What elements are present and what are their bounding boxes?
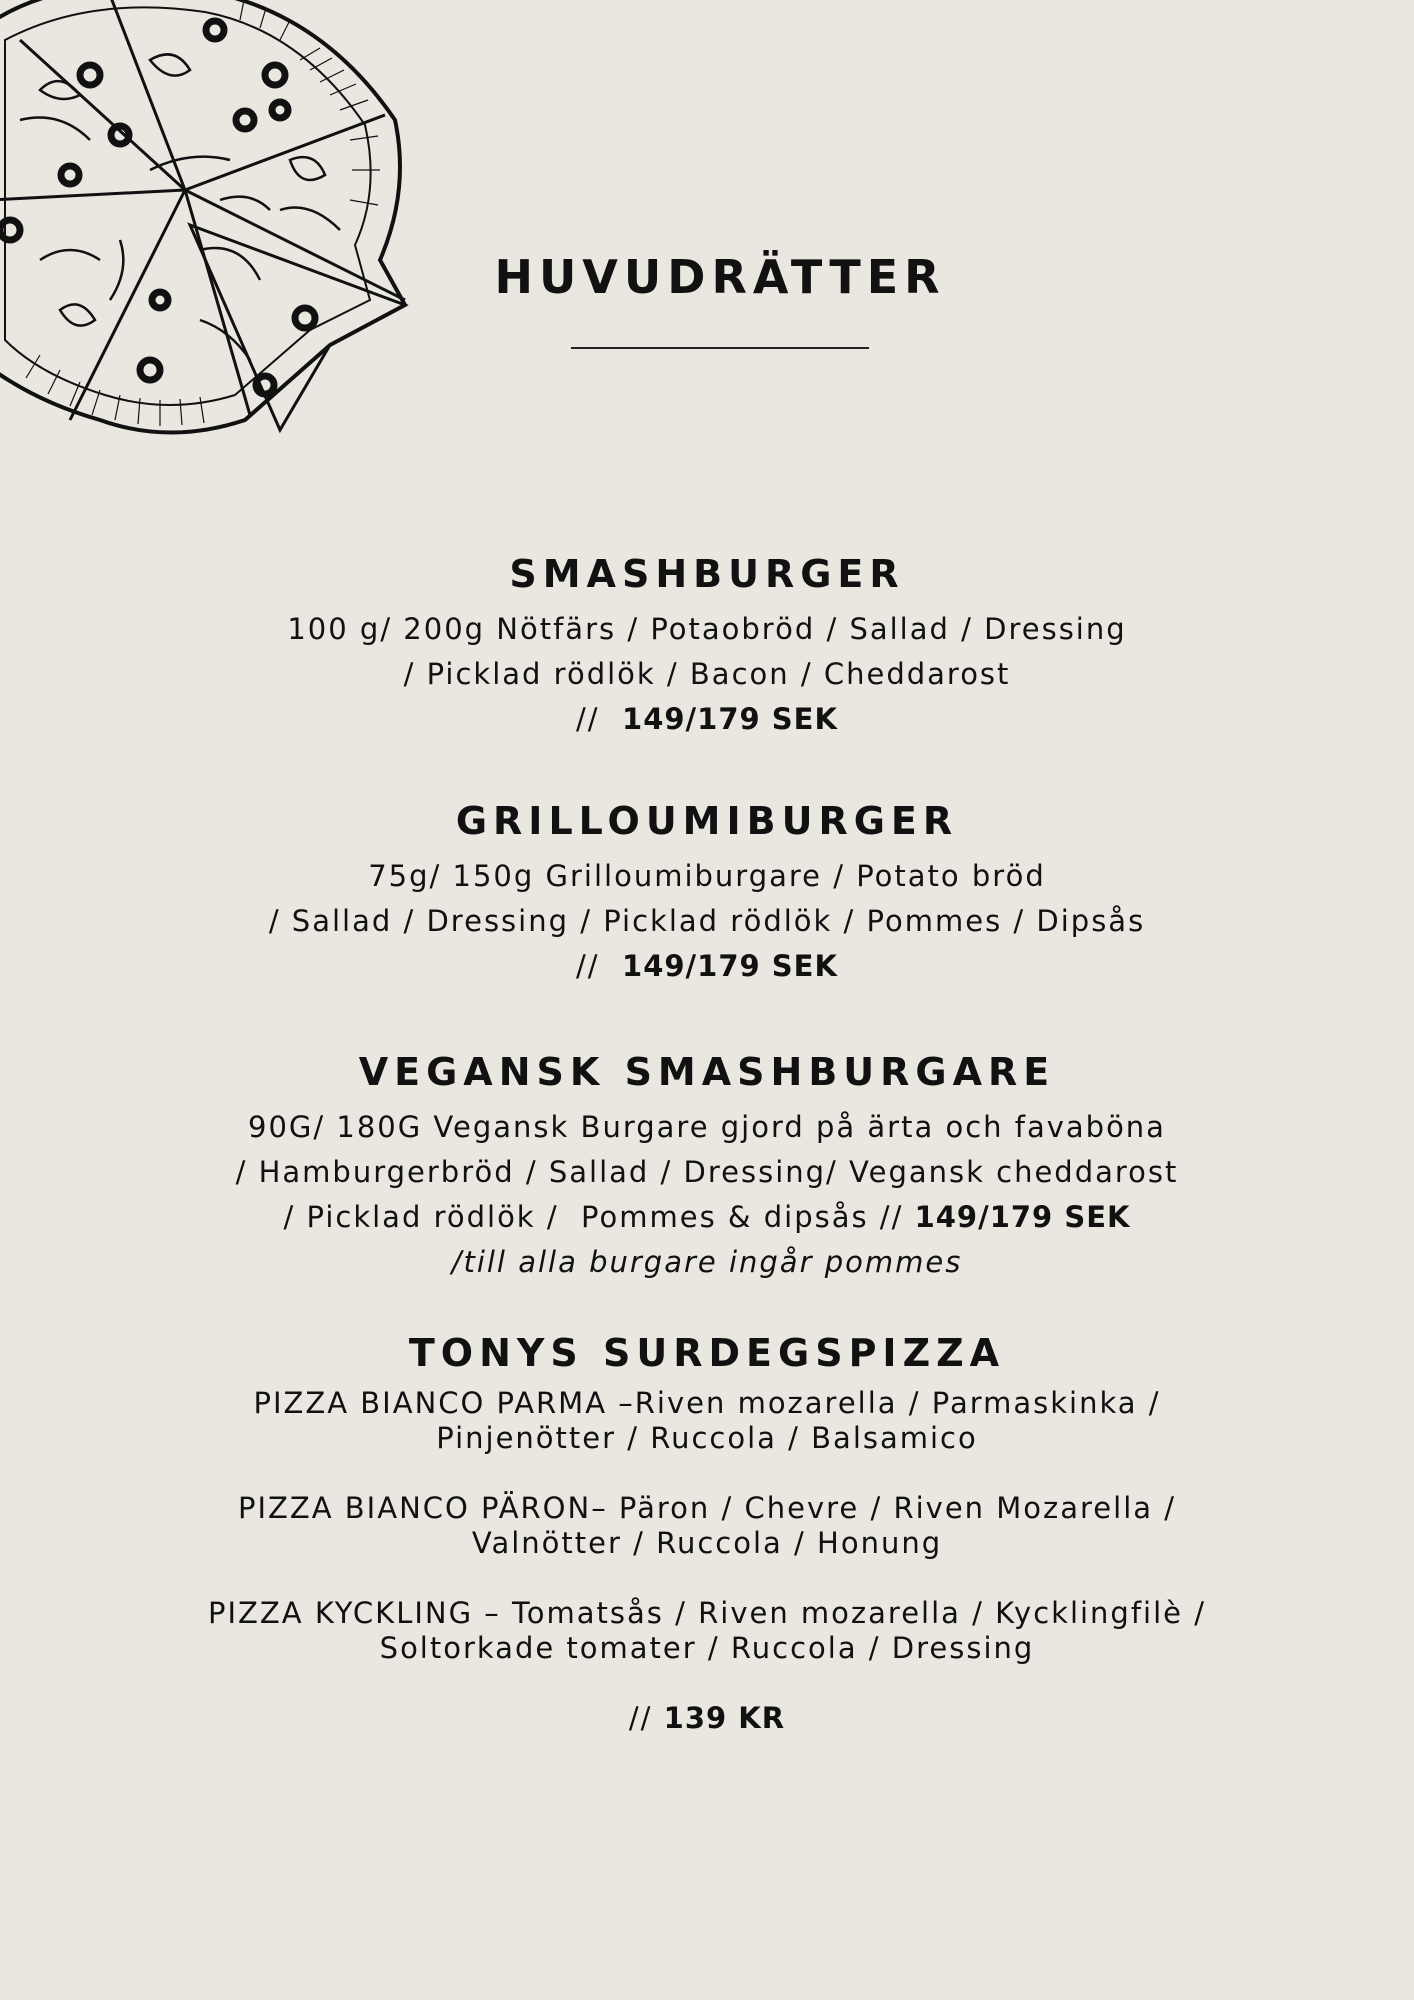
section-title: SMASHBURGER [509,552,905,596]
pizza-item [0,1386,1414,1456]
price-prefix: // [576,702,623,736]
burger-note: /till alla burgare ingår pommes [451,1245,963,1279]
description-line: 75g/ 150g Grilloumiburgare / Potato bröd [368,859,1046,893]
pizza-illustration [0,0,420,450]
pizza-line: Pinjenötter / Ruccola / Balsamico [436,1421,978,1455]
section-title: VEGANSK SMASHBURGARE [358,1050,1056,1094]
pizza-line: PIZZA BIANCO PARMA –Riven mozarella / Parmaskinka / [253,1386,1161,1420]
description-line: 90G/ 180G Vegansk Burgare gjord på ärta och favaböna [248,1110,1166,1144]
pizza-line: Valnötter / Ruccola / Honung [471,1526,943,1560]
pizza-list [0,1386,1414,1736]
menu-section-grilloumiburger [0,799,1414,989]
pizza-line: PIZZA BIANCO PÄRON– Päron / Chevre / Riven Mozarella / [237,1491,1177,1525]
section-description [0,1105,1414,1285]
section-title: TONYS SURDEGSPIZZA [408,1331,1006,1375]
pizza-line: PIZZA KYCKLING – Tomatsås / Riven mozarella / Kycklingfilè / [207,1596,1206,1630]
section-description [0,854,1414,989]
section-title: GRILLOUMIBURGER [455,799,959,843]
price-line [0,1701,1414,1736]
title-divider [571,347,869,349]
description-line: / Hamburgerbröd / Sallad / Dressing/ Vegansk cheddarost [235,1155,1179,1189]
price-prefix: / Picklad rödlök / Pommes & dipsås // [283,1200,915,1234]
description-line: / Sallad / Dressing / Picklad rödlök / Pommes / Dipsås [268,904,1146,938]
price-line [0,697,1414,742]
page-title: HUVUDRÄTTER [494,250,946,304]
menu-section-smashburger [0,552,1414,742]
menu-section-pizza [0,1331,1414,1736]
price-line [0,1195,1414,1240]
price: 149/179 SEK [914,1200,1131,1234]
price: 139 KR [663,1701,786,1735]
pizza-item [0,1596,1414,1666]
pizza-item [0,1491,1414,1561]
price: 149/179 SEK [622,949,838,983]
pizza-line: Soltorkade tomater / Ruccola / Dressing [379,1631,1035,1665]
description-line: 100 g/ 200g Nötfärs / Potaobröd / Sallad / Dressing [287,612,1127,646]
price-prefix: // [576,949,623,983]
menu-section-vegansk-smashburgare [0,1050,1414,1285]
price-prefix: // [628,1701,664,1735]
description-line: / Picklad rödlök / Bacon / Cheddarost [403,657,1011,691]
section-description [0,607,1414,742]
price-line [0,944,1414,989]
price: 149/179 SEK [622,702,838,736]
